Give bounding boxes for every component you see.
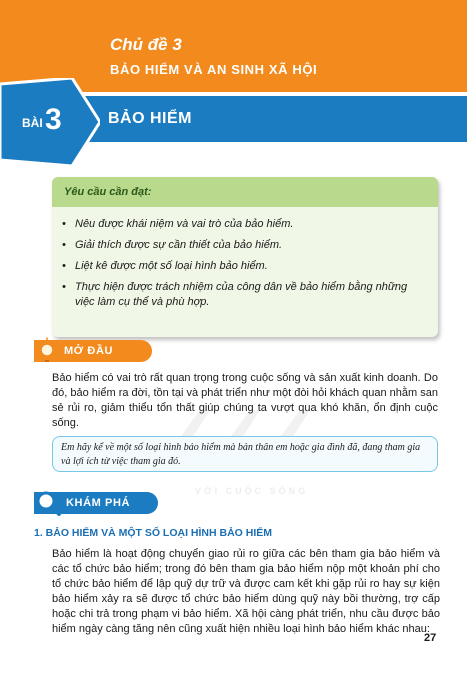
- activity-box: [52, 436, 438, 472]
- lesson-label: BÀI: [22, 116, 43, 130]
- page-number: 27: [424, 632, 437, 644]
- requirements-title: Yêu cầu cần đạt:: [64, 186, 152, 198]
- lesson-number: 3: [45, 103, 62, 136]
- topic-title: Chủ đề 3: [110, 35, 182, 54]
- body-paragraph: Bảo hiểm là hoạt động chuyển giao rủi ro giữa các bên tham gia bảo hiểm và các tổ chức bảo hiểm; trong đó bên tham gia bảo hiểm nộp một khoản phí cho tổ chức bảo hiểm để lập quỹ dự trữ và được cam kết khi gặp rủi ro hay sự kiện bảo hiểm xảy ra sẽ được tổ chức bảo hiểm dùng quỹ này bồi thường, trợ cấp hoặc chi trả trong phạm vi bảo hiểm. Xã hội càng phát triển, nhu cầu được bảo hiểm ngày càng tăng nên cũng xuất hiện nhiều loại hình bảo hiểm khác nhau:: [52, 548, 440, 635]
- intro-paragraph: Bảo hiểm có vai trò rất quan trọng trong cuộc sống và sản xuất kinh doanh. Do đó, bảo hiểm ra đời, tồn tại và phát triển như một đòi hỏi khách quan nhằm san sẻ rủi ro, giảm thiểu tổn thất giúp chúng ta vượt qua khó khăn, ổn định cuộc sống.: [52, 372, 438, 429]
- activity-text: Em hãy kể về một số loại hình bảo hiểm mà bản thân em hoặc gia đình đã, đang tham gia và lợi ích từ việc tham gia đó.: [61, 442, 421, 467]
- search-icon: [34, 489, 62, 517]
- requirement-item: • Nêu được khái niệm và vai trò của bảo hiểm.: [62, 217, 422, 232]
- watermark-text: VỚI CUỘC SỐNG: [195, 486, 309, 496]
- topic-subtitle: BẢO HIỂM VÀ AN SINH XÃ HỘI: [110, 62, 318, 77]
- requirements-list: [62, 217, 422, 316]
- lightbulb-icon: [34, 337, 60, 365]
- requirement-item: • Giải thích được sự cần thiết của bảo hiểm.: [62, 238, 422, 253]
- requirements-box: [52, 177, 438, 337]
- kham-pha-label: KHÁM PHÁ: [66, 497, 131, 509]
- section-heading: 1. BẢO HIỂM VÀ MỘT SỐ LOẠI HÌNH BẢO HIỂM: [34, 527, 273, 539]
- requirement-item: • Thực hiện được trách nhiệm của công dân về bảo hiểm bằng những việc làm cụ thể và phù hợp.: [62, 280, 422, 310]
- lesson-title: BẢO HIỂM: [108, 110, 192, 127]
- requirement-item: • Liệt kê được một số loại hình bảo hiểm.: [62, 259, 422, 274]
- mo-dau-label: MỞ ĐẦU: [64, 345, 114, 357]
